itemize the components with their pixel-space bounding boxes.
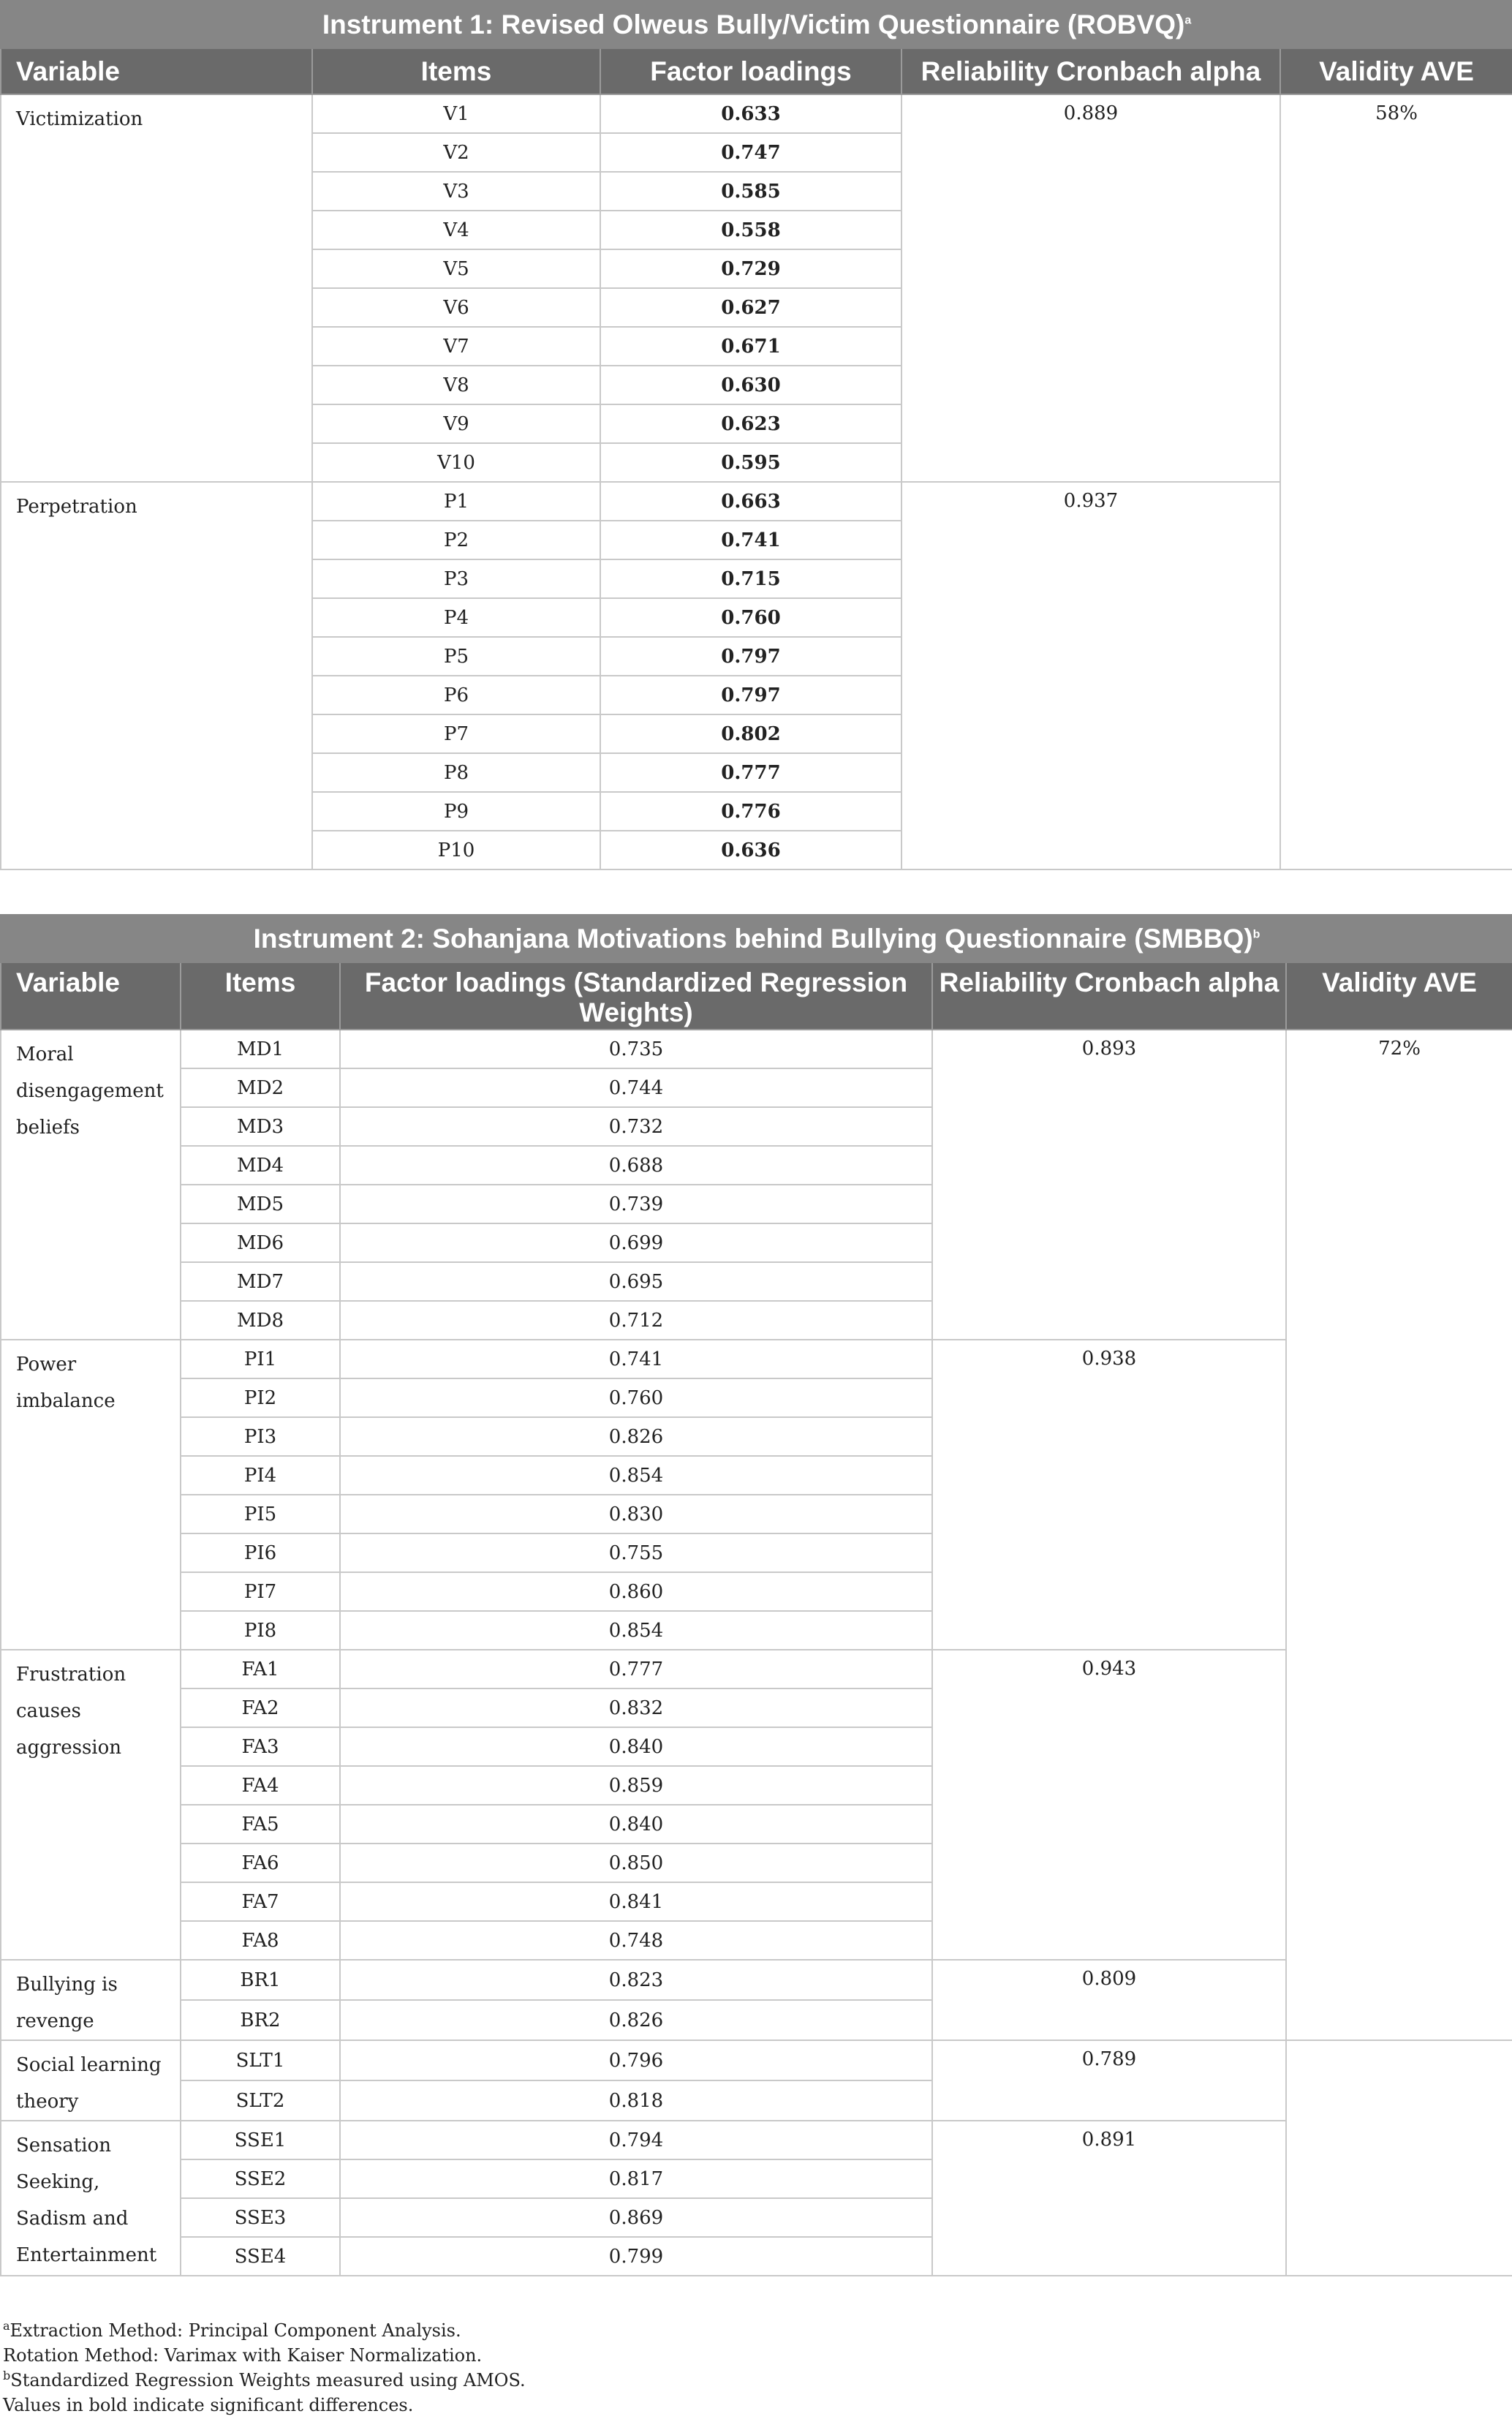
item-cell: SLT2 <box>181 2080 340 2121</box>
header-variable: Variable <box>1 962 181 1030</box>
header-reliability: Reliability Cronbach alpha <box>901 48 1280 94</box>
item-cell: MD5 <box>181 1185 340 1223</box>
loading-cell: 0.623 <box>600 404 901 443</box>
item-cell: V8 <box>312 366 600 404</box>
instrument1-table <box>0 0 1512 870</box>
loading-cell: 0.859 <box>340 1766 932 1805</box>
item-cell: P3 <box>312 559 600 598</box>
variable-sensation-seeking: Sensation Seeking, Sadism and Entertainment <box>1 2121 181 2276</box>
item-cell: BR1 <box>181 1960 340 2000</box>
loading-cell: 0.794 <box>340 2121 932 2159</box>
item-cell: P5 <box>312 637 600 676</box>
header-validity: Validity AVE <box>1286 962 1512 1030</box>
loading-cell: 0.744 <box>340 1068 932 1107</box>
loading-cell: 0.777 <box>340 1650 932 1688</box>
loading-cell: 0.799 <box>340 2237 932 2276</box>
table-row <box>1 94 1512 133</box>
loading-cell: 0.796 <box>340 2040 932 2080</box>
item-cell: P6 <box>312 676 600 714</box>
header-reliability: Reliability Cronbach alpha <box>932 962 1286 1030</box>
loading-cell: 0.854 <box>340 1611 932 1650</box>
header-factor-loadings: Factor loadings <box>600 48 901 94</box>
loading-cell: 0.760 <box>340 1378 932 1417</box>
item-cell: V3 <box>312 172 600 211</box>
variable-frustration: Frustration causes aggression <box>1 1650 181 1960</box>
loading-cell: 0.595 <box>600 443 901 482</box>
item-cell: FA8 <box>181 1921 340 1960</box>
alpha-sensation-seeking: 0.891 <box>932 2121 1286 2276</box>
alpha-victimization: 0.889 <box>901 94 1280 482</box>
item-cell: P8 <box>312 753 600 792</box>
table-row <box>1 1030 1512 1068</box>
loading-cell: 0.802 <box>600 714 901 753</box>
loading-cell: 0.818 <box>340 2080 932 2121</box>
loading-cell: 0.729 <box>600 249 901 288</box>
instrument1-title: Instrument 1: Revised Olweus Bully/Victim Questionnaire (ROBVQ)$^a$ <box>1 1 1512 48</box>
item-cell: P10 <box>312 831 600 869</box>
item-cell: FA4 <box>181 1766 340 1805</box>
loading-cell: 0.841 <box>340 1882 932 1921</box>
item-cell: P2 <box>312 521 600 559</box>
header-validity: Validity AVE <box>1280 48 1512 94</box>
loading-cell: 0.741 <box>600 521 901 559</box>
header-variable: Variable <box>1 48 312 94</box>
loading-cell: 0.636 <box>600 831 901 869</box>
loading-cell: 0.755 <box>340 1533 932 1572</box>
loading-cell: 0.776 <box>600 792 901 831</box>
instrument2-header-row <box>1 962 1512 1030</box>
footnote: Rotation Method: Varimax with Kaiser Normalization. <box>3 2345 483 2366</box>
loading-cell: 0.695 <box>340 1262 932 1301</box>
footnotes <box>0 2318 526 2418</box>
loading-cell: 0.739 <box>340 1185 932 1223</box>
loading-cell: 0.840 <box>340 1805 932 1844</box>
variable-power-imbalance: Power imbalance <box>1 1340 181 1650</box>
loading-cell: 0.748 <box>340 1921 932 1960</box>
item-cell: PI4 <box>181 1456 340 1495</box>
table-row <box>1 1650 1512 1688</box>
table-row <box>1 2040 1512 2080</box>
item-cell: PI2 <box>181 1378 340 1417</box>
loading-cell: 0.712 <box>340 1301 932 1340</box>
footnote: $^a$Extraction Method: Principal Component Analysis. <box>3 2319 461 2341</box>
item-cell: MD1 <box>181 1030 340 1068</box>
loading-cell: 0.840 <box>340 1727 932 1766</box>
loading-cell: 0.797 <box>600 676 901 714</box>
table-row <box>1 2121 1512 2159</box>
loading-cell: 0.585 <box>600 172 901 211</box>
item-cell: V7 <box>312 327 600 366</box>
item-cell: PI5 <box>181 1495 340 1533</box>
item-cell: P9 <box>312 792 600 831</box>
loading-cell: 0.797 <box>600 637 901 676</box>
item-cell: PI7 <box>181 1572 340 1611</box>
item-cell: MD2 <box>181 1068 340 1107</box>
item-cell: V10 <box>312 443 600 482</box>
item-cell: PI8 <box>181 1611 340 1650</box>
item-cell: V4 <box>312 211 600 249</box>
item-cell: BR2 <box>181 2000 340 2040</box>
loading-cell: 0.826 <box>340 1417 932 1456</box>
loading-cell: 0.688 <box>340 1146 932 1185</box>
footnote: Values in bold indicate significant differences. <box>3 2395 414 2415</box>
header-factor-loadings: Factor loadings (Standardized Regression Weights) <box>340 962 932 1030</box>
loading-cell: 0.732 <box>340 1107 932 1146</box>
loading-cell: 0.699 <box>340 1223 932 1262</box>
item-cell: MD6 <box>181 1223 340 1262</box>
table-row <box>1 1340 1512 1378</box>
variable-perpetration: Perpetration <box>1 482 312 869</box>
item-cell: V2 <box>312 133 600 172</box>
item-cell: FA2 <box>181 1688 340 1727</box>
alpha-frustration: 0.943 <box>932 1650 1286 1960</box>
loading-cell: 0.832 <box>340 1688 932 1727</box>
item-cell: V6 <box>312 288 600 327</box>
alpha-moral-disengagement: 0.893 <box>932 1030 1286 1340</box>
loading-cell: 0.747 <box>600 133 901 172</box>
table-row <box>1 1960 1512 2000</box>
loading-cell: 0.860 <box>340 1572 932 1611</box>
item-cell: V1 <box>312 94 600 133</box>
header-items: Items <box>312 48 600 94</box>
item-cell: MD4 <box>181 1146 340 1185</box>
item-cell: SSE2 <box>181 2159 340 2198</box>
loading-cell: 0.630 <box>600 366 901 404</box>
item-cell: P7 <box>312 714 600 753</box>
item-cell: SLT1 <box>181 2040 340 2080</box>
loading-cell: 0.854 <box>340 1456 932 1495</box>
loading-cell: 0.777 <box>600 753 901 792</box>
item-cell: FA7 <box>181 1882 340 1921</box>
item-cell: FA1 <box>181 1650 340 1688</box>
item-cell: SSE3 <box>181 2198 340 2237</box>
item-cell: MD8 <box>181 1301 340 1340</box>
item-cell: PI3 <box>181 1417 340 1456</box>
loading-cell: 0.715 <box>600 559 901 598</box>
loading-cell: 0.633 <box>600 94 901 133</box>
loading-cell: 0.741 <box>340 1340 932 1378</box>
variable-bullying-revenge: Bullying is revenge <box>1 1960 181 2040</box>
instrument2-table <box>0 914 1512 2276</box>
loading-cell: 0.671 <box>600 327 901 366</box>
loading-cell: 0.869 <box>340 2198 932 2237</box>
item-cell: SSE4 <box>181 2237 340 2276</box>
variable-victimization: Victimization <box>1 94 312 482</box>
item-cell: MD3 <box>181 1107 340 1146</box>
loading-cell: 0.735 <box>340 1030 932 1068</box>
alpha-perpetration: 0.937 <box>901 482 1280 869</box>
loading-cell: 0.826 <box>340 2000 932 2040</box>
item-cell: FA5 <box>181 1805 340 1844</box>
instrument2-title: Instrument 2: Sohanjana Motivations behind Bullying Questionnaire (SMBBQ)$^b$ <box>1 915 1512 962</box>
ave-instrument1: 58% <box>1280 94 1512 869</box>
alpha-social-learning: 0.789 <box>932 2040 1286 2121</box>
alpha-power-imbalance: 0.938 <box>932 1340 1286 1650</box>
header-items: Items <box>181 962 340 1030</box>
item-cell: FA6 <box>181 1844 340 1882</box>
loading-cell: 0.850 <box>340 1844 932 1882</box>
loading-cell: 0.627 <box>600 288 901 327</box>
ave-instrument2: 72% <box>1286 1030 1512 2040</box>
instrument1-header-row <box>1 48 1512 94</box>
item-cell: PI6 <box>181 1533 340 1572</box>
variable-moral-disengagement: Moral disengagement beliefs <box>1 1030 181 1340</box>
item-cell: FA3 <box>181 1727 340 1766</box>
item-cell: V9 <box>312 404 600 443</box>
loading-cell: 0.663 <box>600 482 901 521</box>
item-cell: PI1 <box>181 1340 340 1378</box>
variable-social-learning: Social learning theory <box>1 2040 181 2121</box>
loading-cell: 0.817 <box>340 2159 932 2198</box>
footnote: $^b$Standardized Regression Weights measured using AMOS. <box>3 2369 526 2391</box>
item-cell: P4 <box>312 598 600 637</box>
item-cell: MD7 <box>181 1262 340 1301</box>
item-cell: P1 <box>312 482 600 521</box>
loading-cell: 0.558 <box>600 211 901 249</box>
item-cell: SSE1 <box>181 2121 340 2159</box>
loading-cell: 0.823 <box>340 1960 932 2000</box>
ave-empty-cell <box>1286 2040 1512 2276</box>
loading-cell: 0.760 <box>600 598 901 637</box>
loading-cell: 0.830 <box>340 1495 932 1533</box>
item-cell: V5 <box>312 249 600 288</box>
alpha-bullying-revenge: 0.809 <box>932 1960 1286 2040</box>
